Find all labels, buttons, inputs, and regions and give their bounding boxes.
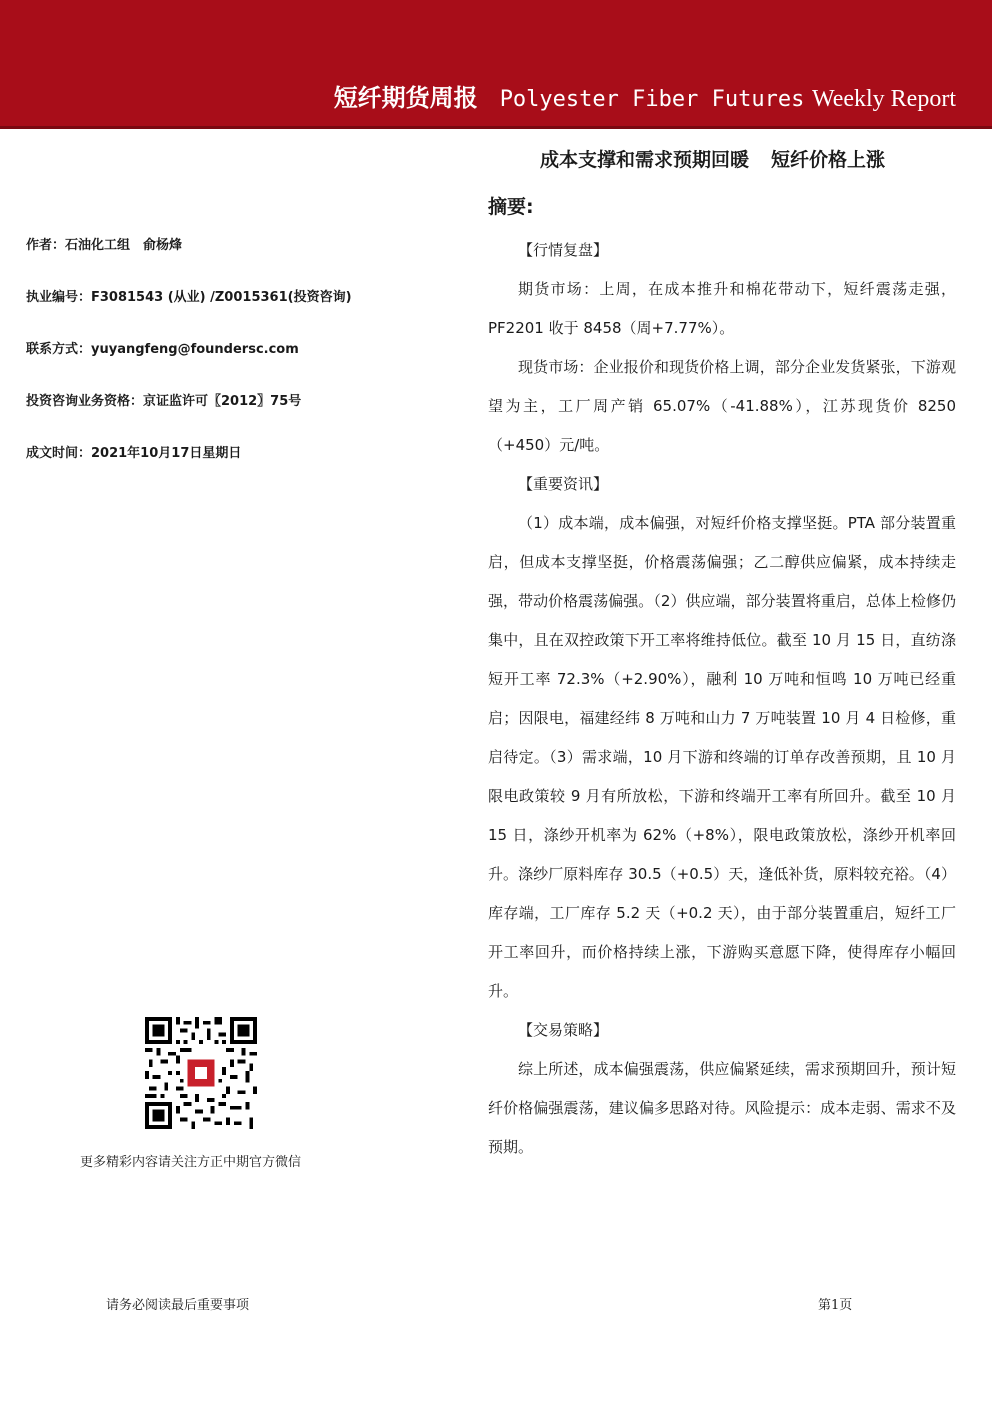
meta-contact: 联系方式：yuyangfeng@foundersc.com xyxy=(26,342,299,357)
paragraph-futures: 期货市场：上周，在成本推升和棉花带动下，短纤震荡走强，PF2201 收于 8458（周+7.77%）。 xyxy=(488,280,956,337)
paragraph-news: （1）成本端，成本偏强，对短纤价格支撑坚挺。PTA 部分装置重启，但成本支撑坚挺，价格震荡偏强；乙二醇供应偏紧，成本持续走强，带动价格震荡偏强。（2）供应端，部分装置将重启，总体上检修仍集中，且在双控政策下开工率将维持低位。截至 10 月 15 日，直纺涤短开工率 72.3%（+2.90%），融利 10 万吨和恒鸣 10 万吨已经重启；因限电，福建经纬 8 万吨和山力 7 万吨装置 10 月 4 日检修，重启待定。（3）需求端，10 月下游和终端的订单存改善预期，且 10 月限电政策较 9 月有所放松，下游和终端开工率有所回升。截至 10 月 15 日，涤纱开机率为 62%（+8%），限电政策放松，涤纱开机率回升。涤纱厂原料库存 30.5（+0.5）天，逢低补货，原料较充裕。（4）库存端，工厂库存 5.2 天（+0.2 天），由于部分装置重启，短纤工厂开工率回升，而价格持续上涨，下游购买意愿下降，使得库存小幅回升。 xyxy=(488,514,956,1000)
report-title-en-serif: Weekly Report xyxy=(811,86,956,112)
headline-part-1: 成本支撑和需求预期回暖 xyxy=(540,149,750,171)
meta-date: 成文时间：2021年10月17日星期日 xyxy=(26,446,242,461)
meta-qualification: 投资咨询业务资格：京证监许可〖2012〗75号 xyxy=(26,394,302,409)
header-divider xyxy=(0,126,992,129)
footer-notice: 请务必阅读最后重要事项 xyxy=(106,1298,250,1313)
qr-code-icon xyxy=(145,1017,257,1129)
meta-license: 执业编号：F3081543 (从业) /Z0015361(投资咨询) xyxy=(26,290,352,305)
section-title-news: 【重要资讯】 xyxy=(518,475,609,493)
section-title-strategy: 【交易策略】 xyxy=(518,1021,609,1039)
report-body xyxy=(488,231,956,1167)
summary-label: 摘要: xyxy=(488,196,534,218)
report-title xyxy=(334,80,956,118)
headline xyxy=(540,145,885,172)
paragraph-strategy: 综上所述，成本偏强震荡，供应偏紧延续，需求预期回升，预计短纤价格偏强震荡，建议偏多思路对待。风险提示：成本走弱、需求不及预期。 xyxy=(488,1060,956,1156)
headline-part-2: 短纤价格上涨 xyxy=(771,149,886,171)
page-number: 第1页 xyxy=(818,1298,853,1313)
meta-author: 作者：石油化工组 俞杨烽 xyxy=(26,238,183,253)
qr-caption: 更多精彩内容请关注方正中期官方微信 xyxy=(80,1155,302,1170)
report-title-en-mono: Polyester Fiber Futures xyxy=(499,87,805,112)
section-title-market-review: 【行情复盘】 xyxy=(518,241,609,259)
report-title-cn: 短纤期货周报 xyxy=(333,84,478,112)
paragraph-spot: 现货市场：企业报价和现货价格上调，部分企业发货紧张，下游观望为主，工厂周产销 65.07%（-41.88%），江苏现货价 8250（+450）元/吨。 xyxy=(488,358,956,454)
